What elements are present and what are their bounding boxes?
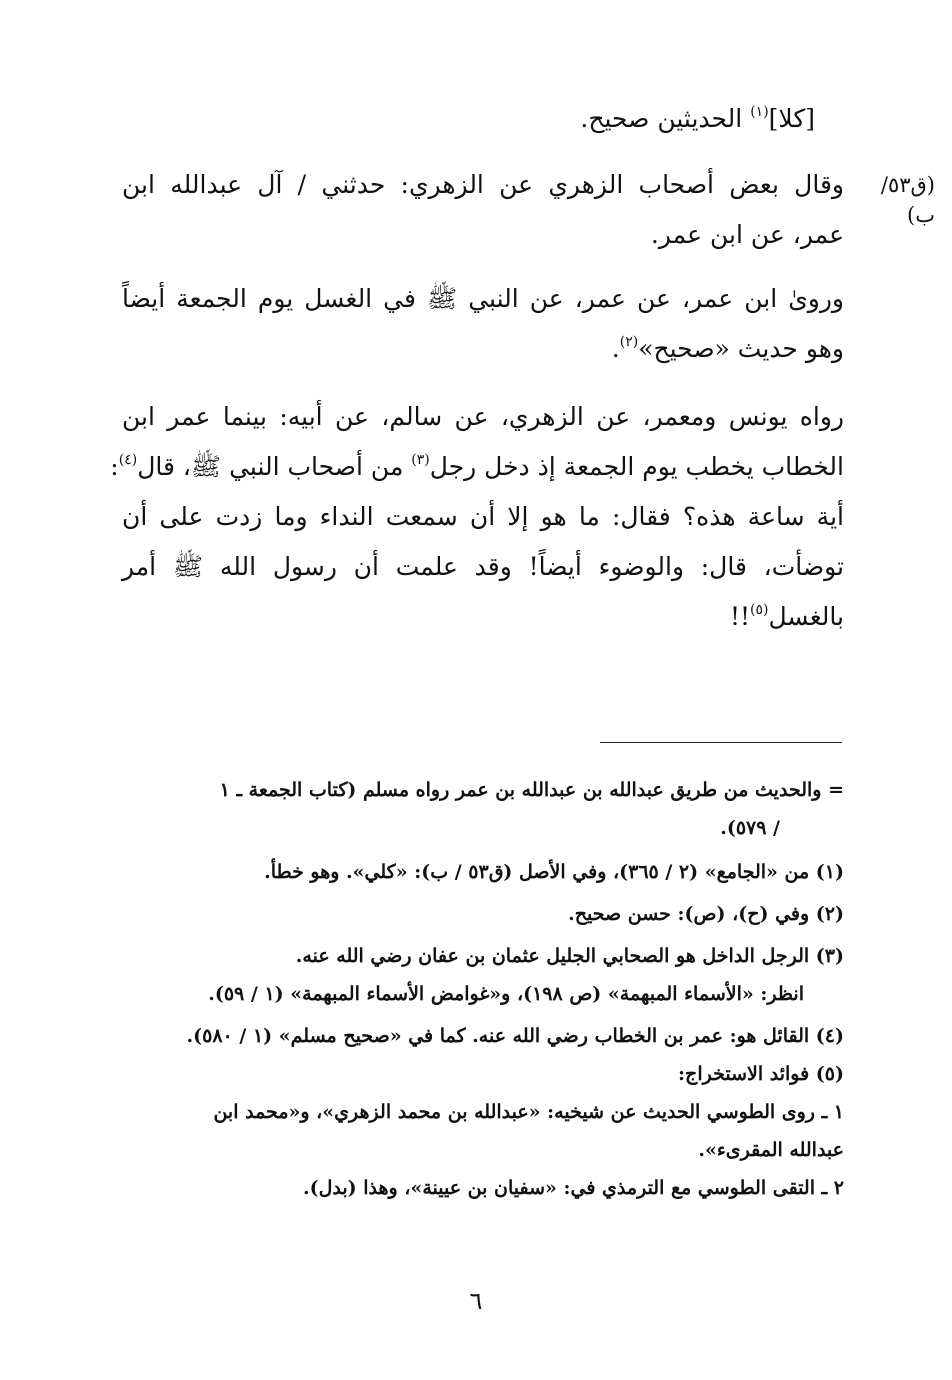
- text-line: بالغسل: [768, 602, 844, 631]
- text-line: الخطاب يخطب يوم الجمعة إذ دخل رجل: [429, 452, 844, 481]
- footnote-ref-1[interactable]: (١): [750, 103, 769, 120]
- footnote-ref-4[interactable]: (٤): [118, 451, 138, 468]
- footnote-ref-3[interactable]: (٣): [411, 451, 430, 468]
- footnote-1: (١) من «الجامع» (٢ / ٣٦٥)، وفي الأصل (ق٥٣ / ب): «كلي». وهو خطأ.: [264, 861, 844, 883]
- footnote-2: (٢) وفي (ح)، (ص): حسن صحيح.: [568, 903, 844, 925]
- footnote-3: (٣) الرجل الداخل هو الصحابي الجليل عثمان بن عفان رضي الله عنه.: [295, 945, 844, 967]
- footnote-5-item-2: ٢ ـ التقى الطوسي مع الترمذي في: «سفيان بن عيينة»، وهذا (بدل).: [302, 1177, 844, 1199]
- text-line: أية ساعة هذه؟ فقال: ما هو إلا أن سمعت النداء وما زدت على أن: [122, 502, 844, 531]
- paragraph-verdict: [115, 94, 815, 144]
- text-line: وهو حديث «صحيح»: [638, 334, 844, 363]
- bracket-word: [كلا]: [768, 104, 815, 133]
- footnote-3-reference: انظر: «الأسماء المبهمة» (ص ١٩٨)، و«غوامض الأسماء المبهمة» (١ / ٥٩).: [208, 983, 804, 1005]
- footnote-ref-2[interactable]: (٢): [619, 333, 639, 350]
- paragraph-narration: رواه يونس ومعمر، عن الزهري، عن سالم، عن أبيه: بينما عمر ابن الخطاب يخطب يوم الجمعة إذ دخل رجل$^{(٣)}$ من أصحاب النبي ﷺ، قال$^{(٤)}$: أية ساعة هذه؟ فقال: ما هو إلا أن سمعت النداء وما زدت على أن توضأت، قال: والوضوء أيضاً! وقد علمت أن رسول الله ﷺ أمر بالغسل$^{(٥)}$!!: [122, 392, 844, 642]
- footnote-separator: [600, 742, 842, 743]
- text-line: وقال بعض أصحاب الزهري عن الزهري: حدثني / آل عبدالله ابن: [122, 170, 844, 199]
- footnote-5-item-1: ١ ـ روى الطوسي الحديث عن شيخيه: «عبدالله بن محمد الزهري»، و«محمد ابن: [213, 1101, 844, 1123]
- paragraph-ibn-umar: وروىٰ ابن عمر، عن عمر، عن النبي ﷺ في الغسل يوم الجمعة أيضاً وهو حديث «صحيح»$^{(٢)}$.: [122, 274, 844, 374]
- footnote-ref-5[interactable]: (٥): [750, 601, 769, 618]
- footnote-4: (٤) القائل هو: عمر بن الخطاب رضي الله عنه. كما في «صحيح مسلم» (١ / ٥٨٠).: [186, 1025, 844, 1047]
- text-line: توضأت، قال: والوضوء أيضاً! وقد علمت أن رسول الله ﷺ أمر: [122, 552, 844, 581]
- page-number: ٦: [469, 1287, 483, 1315]
- manuscript-folio-marker: (ق٥٣/ب): [880, 173, 935, 227]
- footnote-5-item-1-cont: عبدالله المقرىء».: [698, 1139, 844, 1161]
- footnote-5: (٥) فوائد الاستخراج:: [678, 1063, 844, 1085]
- verdict-text: الحديثين صحيح.: [580, 104, 751, 133]
- footnotes: [114, 771, 844, 1207]
- footnote-continuation: / ٥٧٩).: [720, 817, 780, 839]
- footnote-continuation: = والحديث من طريق عبدالله بن عبدالله بن عمر رواه مسلم (كتاب الجمعة ـ ١: [219, 779, 844, 801]
- text-line: وروىٰ ابن عمر، عن عمر، عن النبي ﷺ في الغسل يوم الجمعة أيضاً: [122, 284, 844, 313]
- paragraph-zuhri: [122, 160, 844, 260]
- text-line: رواه يونس ومعمر، عن الزهري، عن سالم، عن أبيه: بينما عمر ابن: [122, 402, 844, 431]
- text-line: عمر، عن ابن عمر.: [650, 220, 844, 249]
